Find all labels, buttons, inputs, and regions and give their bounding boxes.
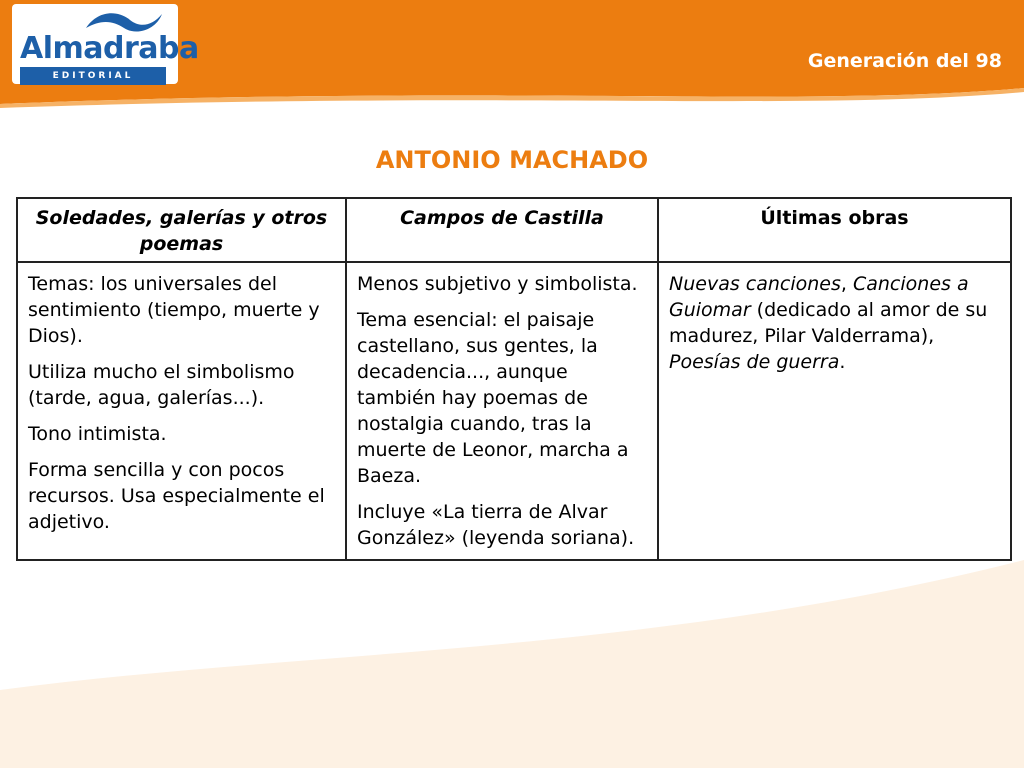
end-mark: . bbox=[839, 351, 846, 373]
cell-soledades bbox=[17, 262, 346, 560]
campos-point: Menos subjetivo y simbolista. bbox=[357, 273, 638, 295]
soledades-point: Forma sencilla y con pocos recursos. Usa especialmente el adjetivo. bbox=[28, 459, 325, 533]
soledades-point: Temas: los universales del sentimiento (tiempo, muerte y Dios). bbox=[28, 273, 320, 347]
ultimas-obras-text bbox=[669, 271, 1000, 375]
work-title: Nuevas canciones bbox=[669, 273, 841, 295]
header-campos-de-castilla: Campos de Castilla bbox=[346, 198, 658, 262]
header-ultimas-obras: Últimas obras bbox=[658, 198, 1011, 262]
work-title: Canciones a Guiomar bbox=[669, 273, 969, 321]
works-table bbox=[16, 197, 1012, 561]
header-soledades: Soledades, galerías y otros poemas bbox=[17, 198, 346, 262]
campos-point: Incluye «La tierra de Alvar González» (leyenda soriana). bbox=[357, 501, 635, 549]
soledades-point: Tono intimista. bbox=[28, 423, 167, 445]
logo-wordmark: Almadraba bbox=[20, 31, 199, 66]
soledades-point: Utiliza mucho el simbolismo (tarde, agua, galerías...). bbox=[28, 361, 295, 409]
table-header-row bbox=[17, 198, 1011, 262]
table-row bbox=[17, 262, 1011, 560]
separator: , bbox=[840, 273, 853, 295]
section-title: Generación del 98 bbox=[807, 50, 1002, 72]
almadraba-logo bbox=[20, 8, 199, 81]
campos-point: Tema esencial: el paisaje castellano, sus gentes, la decadencia..., aunque también hay poemas de nostalgia cuando, tras la muerte de Leonor, marcha a Baeza. bbox=[357, 309, 629, 487]
work-title: Poesías de guerra bbox=[669, 351, 840, 373]
bottom-cream-wave bbox=[0, 560, 1024, 768]
work-note: (dedicado al amor de su madurez, Pilar Valderrama), bbox=[669, 299, 988, 347]
page-title: ANTONIO MACHADO bbox=[375, 146, 649, 174]
cell-campos-de-castilla bbox=[346, 262, 658, 560]
cell-ultimas-obras bbox=[658, 262, 1011, 560]
logo-tagline: EDITORIAL bbox=[20, 67, 166, 85]
